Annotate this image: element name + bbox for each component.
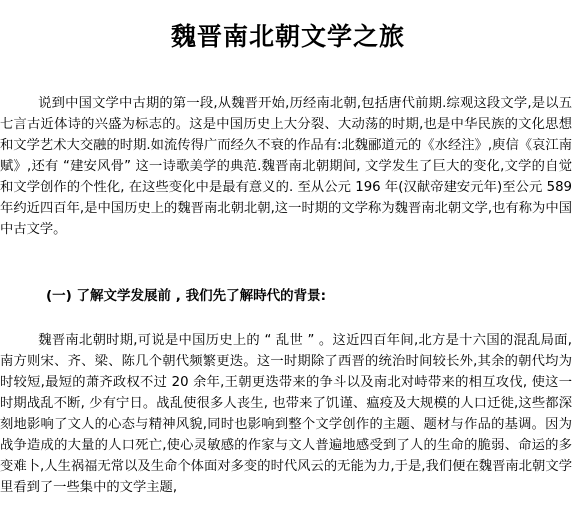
section-heading: (一) 了解文学发展前 , 我们先了解時代的背景: [46, 288, 326, 304]
document-title: 魏晋南北朝文学之旅 [170, 21, 405, 51]
intro-paragraph-text: 说到中国文学中古期的第一段,从魏晋开始,历经南北朝,包括唐代前期.综观这段文学,是以五七言古近体诗的兴盛为标志的。这是中国历史上大分裂、大动荡的时期,也是中华民族的文化思想和文学艺术大交融的时期.如流传得广而经久不衰的作品有:北魏郦道元的《水经注》,庾信《哀江南赋》,还有 “建安风骨” 这一诗歌美学的典范.魏晋南北朝期间, 文学发生了巨大的变化,文学的自觉和文学创作的个性化, 在这些变化中是最有意义的. 至从公元 196 年(汉献帝建安元年)至公元 589 年约近四百年,是中国历史上的魏晋南北朝北朝,这一时期的文学称为魏晋南北朝文学,也有称为中国中古文学。 [0, 96, 572, 237]
intro-paragraph [0, 93, 572, 240]
background-paragraph-text: 魏晋南北朝时期,可说是中国历史上的 “ 乱世 ” 。这近四百年间,北方是十六国的混乱局面,南方则宋、齐、梁、陈几个朝代频繁更迭。这一时期除了西晋的统治时间较长外,其余的朝代均为时较短,最短的萧齐政权不过 20 余年,王朝更迭带来的争斗以及南北对峙带来的相互攻伐, 使这一时期战乱不断, 少有宁日。战乱使很多人丧生, 也带来了饥谨、瘟疫及大规模的人口迁徙,这些都深刻地影响了文人的心态与精神风貌,同时也影响到整个文学创作的主题、题材与作品的基调。因为战争造成的大量的人口死亡,使心灵敏感的作家与文人普遍地感受到了人的生命的脆弱、命运的多变难卜,人生祸福无常以及生命个体面对多变的时代风云的无能为力,于是,我们便在魏晋南北朝文学里看到了一些集中的文学主题, [0, 333, 572, 495]
background-paragraph [0, 330, 572, 498]
